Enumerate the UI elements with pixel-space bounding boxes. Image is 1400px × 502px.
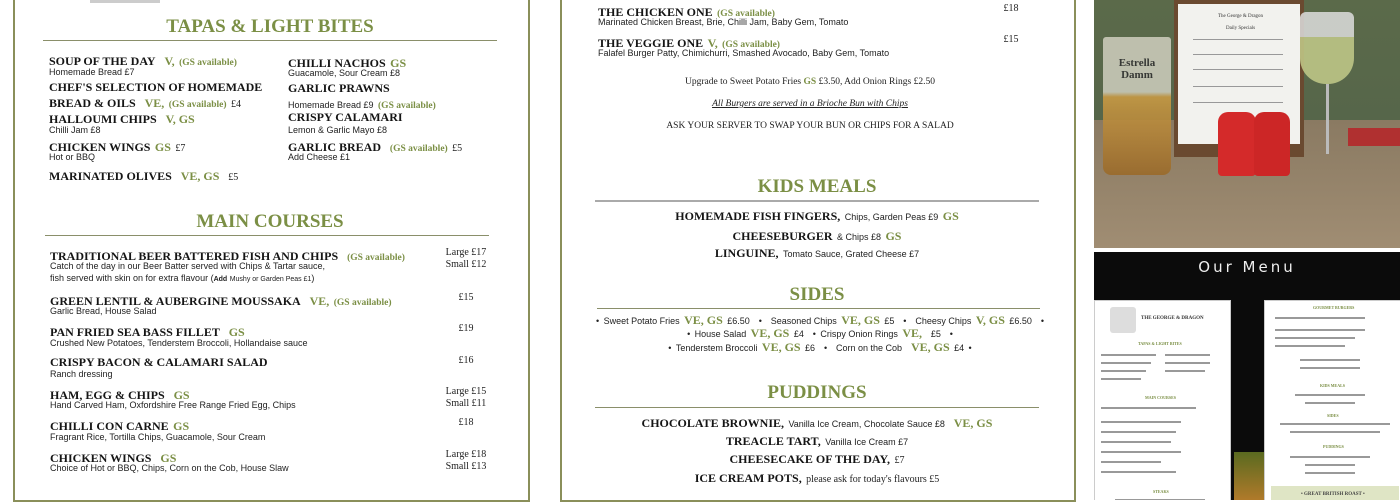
item-desc: Hand Carved Ham, Oxfordshire Free Range Fried Egg, Chips <box>50 400 296 410</box>
dragon-logo <box>1110 307 1136 333</box>
upgrade-note: Upgrade to Sweet Potato Fries GS £3.50, Add Onion Rings £2.50 <box>685 77 935 87</box>
sides-line: • Tenderstem Broccoli VE, GS £6 • Corn on the Cob VE, GS £4 • <box>668 340 972 354</box>
menu-item: CRISPY CALAMARI <box>288 110 403 124</box>
menu-item: CHILLI NACHOS GS <box>288 56 407 70</box>
brioche-note: All Burgers are served in a Brioche Bun with Chips <box>712 99 908 109</box>
beer-glass: Estrella Damm <box>1103 37 1171 175</box>
item-price: £15 <box>1003 34 1019 45</box>
menu-item: CHEF'S SELECTION OF HOMEMADE <box>49 80 263 94</box>
pudding-item: ICE CREAM POTS, please ask for today's flavours £5 <box>694 471 940 485</box>
roast-banner: • GREAT BRITISH ROAST • <box>1271 486 1399 500</box>
kids-divider <box>595 200 1039 202</box>
wine-glass-stem <box>1326 84 1329 154</box>
mains-divider <box>45 235 489 236</box>
menu-item: CHILLI CON CARNE GS <box>50 419 190 433</box>
pudding-item: CHOCOLATE BROWNIE, Vanilla Ice Cream, Chocolate Sauce £8 VE, GS <box>641 416 993 430</box>
item-desc: Choice of Hot or BBQ, Chips, Corn on the Cob, House Slaw <box>50 463 289 473</box>
menu-thumbnail-left: THE GEORGE & DRAGON TAPAS & LIGHT BITES MAIN COURSES STEAKS <box>1094 300 1231 500</box>
menu-item: PAN FRIED SEA BASS FILLET GS <box>50 325 245 339</box>
item-price: Large £18 Small £13 <box>445 449 487 472</box>
tapas-divider <box>43 40 497 41</box>
item-desc: Marinated Chicken Breast, Brie, Chilli Jam, Baby Gem, Tomato <box>598 17 849 27</box>
menu-item: SOUP OF THE DAY V, (GS available) <box>49 54 237 68</box>
menu-item: HAM, EGG & CHIPS GS <box>50 388 190 402</box>
menu-item: CHICKEN WINGS GS <box>50 451 177 465</box>
kids-item: CHEESEBURGER & Chips £8 GS <box>732 229 902 243</box>
pepper-shaker <box>1218 112 1256 176</box>
item-desc: Crushed New Potatoes, Tenderstem Broccoli, Hollandaise sauce <box>50 338 308 348</box>
item-desc: Add Cheese £1 <box>288 152 351 162</box>
item-desc: Catch of the day in our Beer Batter served with Chips & Tartar sauce, <box>50 261 325 271</box>
menu-thumbnail-right: GOURMET BURGERS KIDS MEALS SIDES PUDDINGS • GREAT BRITISH ROAST • <box>1264 300 1400 500</box>
item-price: Large £15 Small £11 <box>445 386 487 409</box>
menu-item: THE CHICKEN ONE (GS available) <box>598 5 775 19</box>
item-desc: Falafel Burger Patty, Chimichurri, Smashed Avocado, Baby Gem, Tomato <box>598 48 890 58</box>
mains-heading: MAIN COURSES <box>196 211 344 232</box>
item-price: £18 <box>1003 3 1019 14</box>
wine-glass <box>1300 12 1354 84</box>
logo-fragment <box>90 0 160 3</box>
item-price: £15 <box>458 292 474 303</box>
menu-item: GARLIC BREAD (GS available) £5 <box>288 140 463 154</box>
swap-note: ASK YOUR SERVER TO SWAP YOUR BUN OR CHIPS FOR A SALAD <box>666 121 954 131</box>
item-desc: Homemade Bread £9 (GS available) <box>288 100 436 111</box>
puddings-heading: PUDDINGS <box>767 382 867 403</box>
menu-item: MARINATED OLIVES VE, GS £5 <box>49 169 239 183</box>
menu-item: TRADITIONAL BEER BATTERED FISH AND CHIPS (GS available) <box>50 249 405 263</box>
item-desc: Homemade Bread £7 <box>49 67 135 77</box>
menu-item: HALLOUMI CHIPS V, GS <box>49 112 195 126</box>
item-desc: Guacamole, Sour Cream £8 <box>288 68 401 78</box>
sides-line: • Sweet Potato Fries VE, GS £6.50 • Seasoned Chips VE, GS £5 • Cheesy Chips V, GS £6.50 • <box>596 313 1044 327</box>
menu-item: CHICKEN WINGS GS £7 <box>49 140 186 154</box>
menu-item: GARLIC PRAWNS <box>288 81 390 95</box>
kids-heading: KIDS MEALS <box>757 176 877 197</box>
sides-line: • House Salad VE, GS £4 • Crispy Onion Rings VE, £5 • <box>687 326 953 340</box>
item-desc: Lemon & Garlic Mayo £8 <box>288 125 388 135</box>
menu-item: THE VEGGIE ONE V, (GS available) <box>598 36 780 50</box>
item-price: £18 <box>458 417 474 428</box>
sides-heading: SIDES <box>789 284 845 305</box>
puddings-divider <box>595 407 1039 408</box>
menu-item: CRISPY BACON & CALAMARI SALAD <box>50 355 268 369</box>
kids-item: HOMEMADE FISH FINGERS, Chips, Garden Peas £9 GS <box>675 209 959 223</box>
item-price: Large £17 Small £12 <box>445 247 487 270</box>
item-price: £19 <box>458 323 474 334</box>
item-desc: Garlic Bread, House Salad <box>50 306 157 316</box>
specials-board: The George & Dragon Daily Specials <box>1174 0 1304 157</box>
our-menu-image <box>1094 252 1400 500</box>
item-desc: Fragrant Rice, Tortilla Chips, Guacamole, Sour Cream <box>50 432 266 442</box>
pudding-item: CHEESECAKE OF THE DAY, £7 <box>729 452 905 466</box>
item-desc: Hot or BBQ <box>49 152 96 162</box>
menu-item: BREAD & OILS VE, (GS available) £4 <box>49 96 241 110</box>
menu-item: GREEN LENTIL & AUBERGINE MOUSSAKA VE, (GS available) <box>50 294 392 308</box>
salt-shaker <box>1254 112 1290 176</box>
tapas-heading: TAPAS & LIGHT BITES <box>166 16 374 37</box>
item-desc: Chilli Jam £8 <box>49 125 101 135</box>
item-desc: Ranch dressing <box>50 369 113 379</box>
red-napkin <box>1348 128 1400 146</box>
item-desc: fish served with skin on for extra flavour (Add Mushy or Garden Peas £1) <box>50 273 315 283</box>
sides-divider <box>597 308 1040 309</box>
kids-item: LINGUINE, Tomato Sauce, Grated Cheese £7 <box>714 246 920 260</box>
item-price: £16 <box>458 355 474 366</box>
pudding-item: TREACLE TART, Vanilla Ice Cream £7 <box>725 434 909 448</box>
food-photo-strip <box>1234 452 1264 500</box>
restaurant-table-photo <box>1094 0 1400 248</box>
our-menu-title: Our Menu <box>1198 258 1296 276</box>
